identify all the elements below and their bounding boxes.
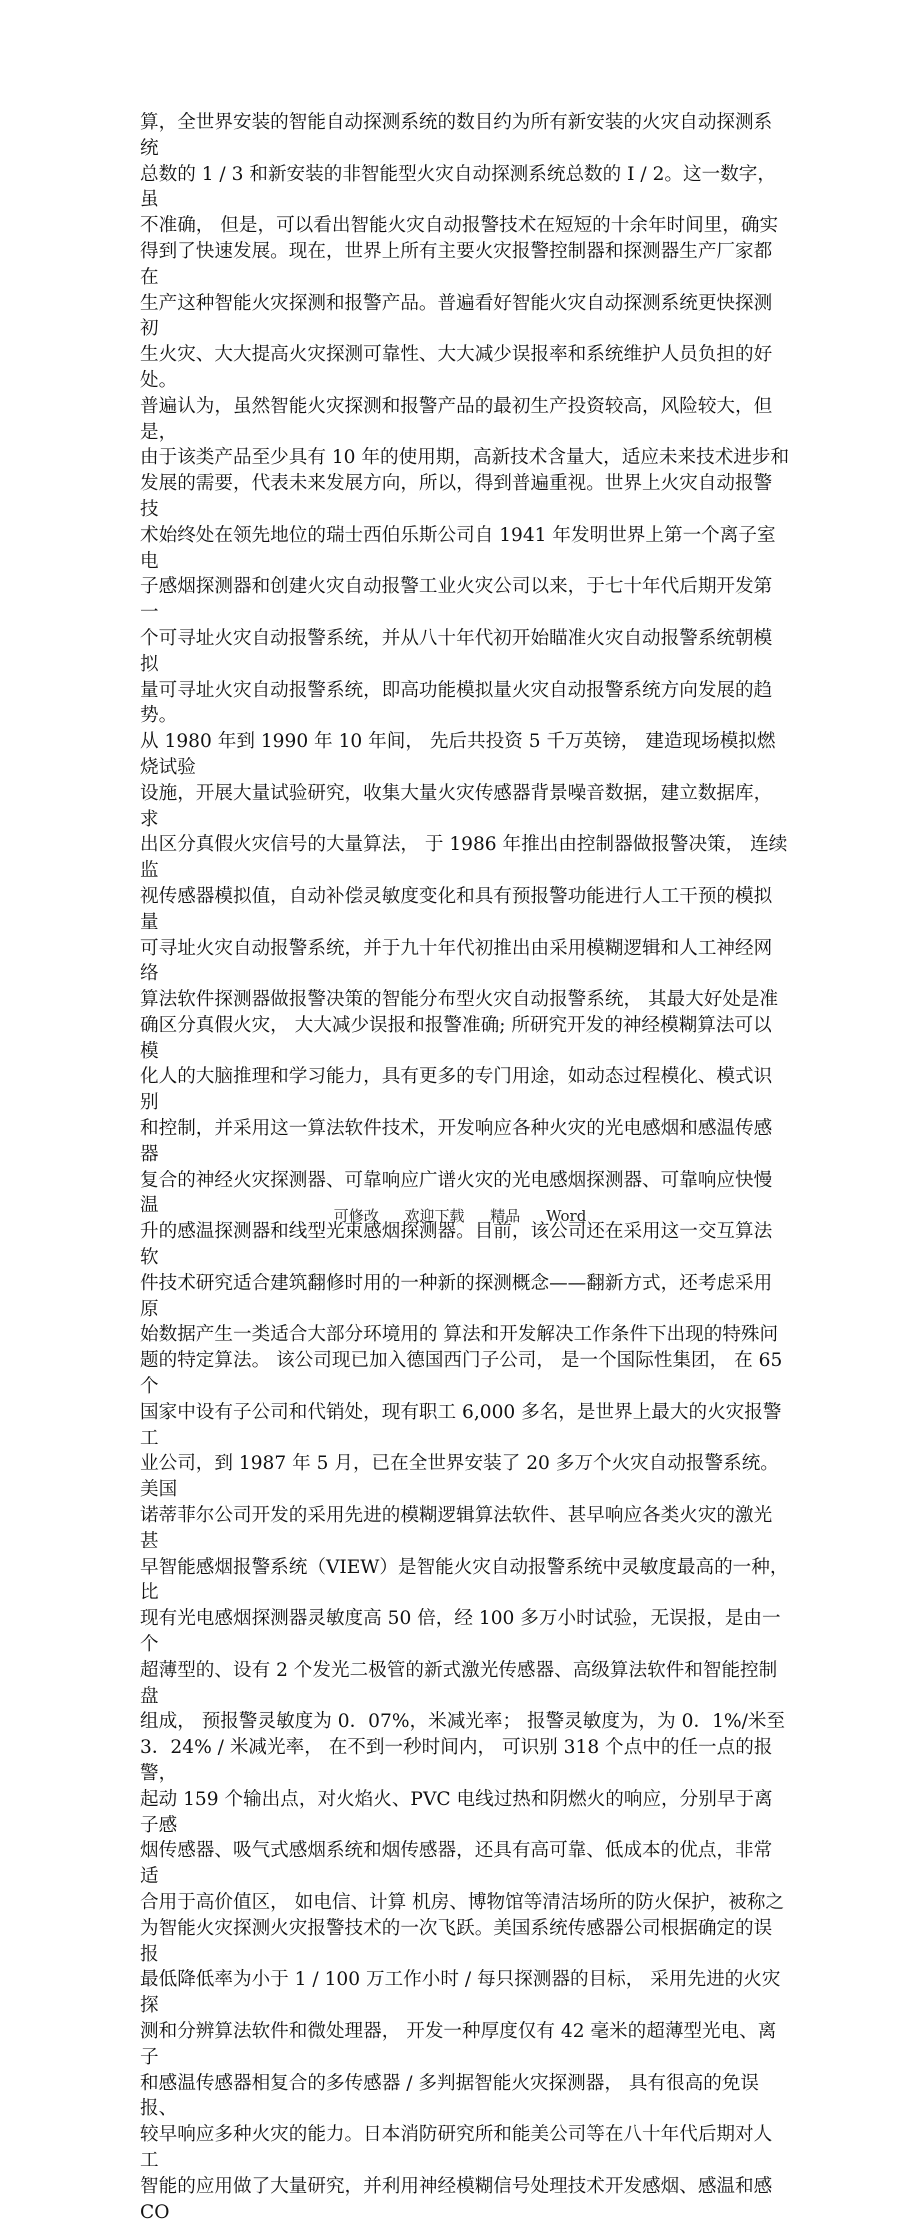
body-text: 算，全世界安装的智能自动探测系统的数目约为所有新安装的火灾自动探测系统 总数的 1 / 3 和新安装的非智能型火灾自动探测系统总数的 I / 2。这一数字，虽 不准确， 但是，可以看出智能火灾自动报警技术在短短的十余年时间里，确实 得到了快速发展。现在，世界上所有主要火灾报警控制器和探测器生产厂家都在 生产这种智能火灾探测和报警产品。普遍看好智能火灾自动探测系统更快探测初 生火灾、大大提高火灾探测可靠性、大大减少误报率和系统维护人员负担的好处。 普遍认为，虽然智能火灾探测和报警产品的最初生产投资较高，风险较大，但是， 由于该类产品至少具有 10 年的使用期，高新技术含量大，适应未来技术进步和 发展的需要，代表未来发展方向，所以，得到普遍重视。世界上火灾自动报警技 术始终处在领先地位的瑞士西伯乐斯公司自 1941 年发明世界上第一个离子室电 子感烟探测器和创建火灾自动报警工业火灾公司以来，于七十年代后期开发第一 个可寻址火灾自动报警系统，并从八十年代初开始瞄准火灾自动报警系统朝模拟 量可寻址火灾自动报警系统，即高功能模拟量火灾自动报警系统方向发展的趋势。 从 1980 年到 1990 年 10 年间， 先后共投资 5 千万英镑， 建造现场模拟燃烧试验 设施，开展大量试验研究，收集大量火灾传感器背景噪音数据，建立数据库，求 出区分真假火灾信号的大量算法， 于 1986 年推出由控制器做报警决策， 连续监 视传感器模拟值，自动补偿灵敏度变化和具有预报警功能进行人工干预的模拟量 可寻址火灾自动报警系统，并于九十年代初推出由采用模糊逻辑和人工神经网络 算法软件探测器做报警决策的智能分布型火灾自动报警系统， 其最大好处是准 确区分真假火灾， 大大减少误报和报警准确; 所研究开发的神经模糊算法可以模 化人的大脑推理和学习能力，具有更多的专门用途，如动态过程模化、模式识别 和控制，并采用这一算法软件技术，开发响应各种火灾的光电感烟和感温传感器 复合的神经火灾探测器、可靠响应广谱火灾的光电感烟探测器、可靠响应快慢温 升的感温探测器和线型光束感烟探测器。目前，该公司还在采用这一交互算法软 件技术研究适合建筑翻修时用的一种新的探测概念——翻新方式，还考虑采用原 始数据产生一类适合大部分环境用的 算法和开发解决工作条件下出现的特殊问 题的特定算法。 该公司现已加入德国西门子公司， 是一个国际性集团， 在 65 个 国家中设有子公司和代销处，现有职工 6,000 多名，是世界上最大的火灾报警工 业公司，到 1987 年 5 月，已在全世界安装了 20 多万个火灾自动报警系统。美国 诺蒂菲尔公司开发的采用先进的模糊逻辑算法软件、甚早响应各类火灾的激光甚 早智能感烟报警系统（VIEW）是智能火灾自动报警系统中灵敏度最高的一种，比 现有光电感烟探测器灵敏度高 50 倍，经 100 多万小时试验，无误报，是由一个 超薄型的、设有 2 个发光二极管的新式激光传感器、高级算法软件和智能控制盘 组成， 预报警灵敏度为 0．07%，米减光率； 报警灵敏度为，为 0．1%/米至 3．24% / 米减光率， 在不到一秒时间内， 可识别 318 个点中的任一点的报警， 起动 159 个输出点，对火焰火、PVC 电线过热和阴燃火的响应，分别早于离子感 烟传感器、吸气式感烟系统和烟传感器，还具有高可靠、低成本的优点，非常适 合用于高价值区， 如电信、计算 机房、博物馆等清洁场所的防火保护，被称之 为智能火灾探测火灾报警技术的一次飞跃。美国系统传感器公司根据确定的误报 最低降低率为小于 1 / 100 万工作小时 / 每只探测器的目标， 采用先进的火灾探 测和分辨算法软件和微处理器， 开发一种厚度仅有 42 毫米的超薄型光电、离子 和感温传感器相复合的多传感器 / 多判据智能火灾探测器， 具有很高的免误报、 较早响应多种火灾的能力。日本消防研究所和能美公司等在八十年代后期对人工 智能的应用做了大量研究，并利用神经模糊信号处理技术开发感烟、感温和感 CO xyxy=(140,112,790,2223)
footer-editable-label: 可修改 xyxy=(333,1207,379,1225)
footer-welcome-label: 欢迎下载 xyxy=(404,1207,465,1225)
page-footer xyxy=(0,1205,920,1226)
footer-quality-label: 精品 xyxy=(490,1207,521,1225)
footer-format-label: Word xyxy=(546,1207,587,1225)
